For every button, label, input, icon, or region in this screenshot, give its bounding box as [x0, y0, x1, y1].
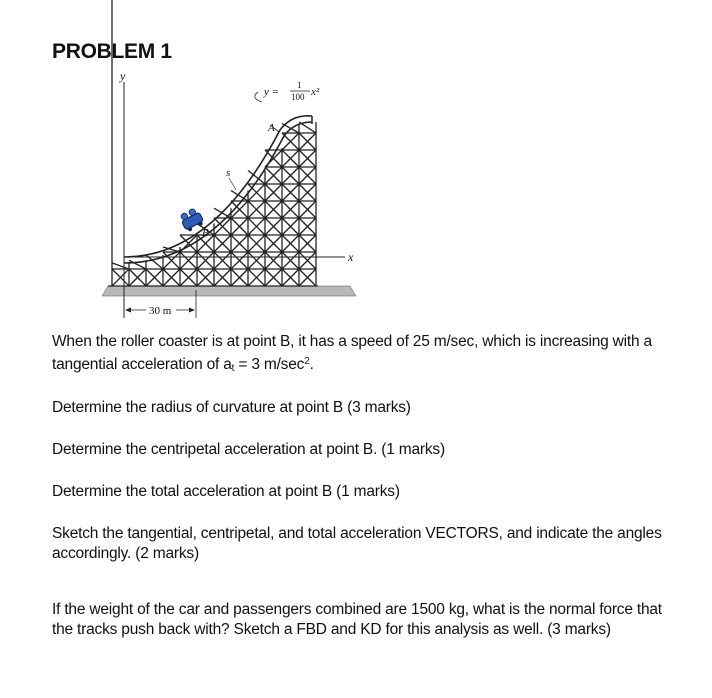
question-4: Sketch the tangential, centripetal, and total acceleration VECTORS, and indicate the angles accordingly. (2 marks)	[52, 525, 662, 562]
trestle-structure	[108, 0, 318, 286]
intro-subscript: t	[231, 363, 235, 374]
dimension-arrow-left	[125, 308, 131, 313]
question-3: Determine the total acceleration at point B (1 marks)	[52, 483, 400, 500]
point-a-label: A	[268, 122, 275, 134]
problem-title: PROBLEM 1	[52, 40, 172, 63]
question-2: Determine the centripetal acceleration at point B. (1 marks)	[52, 441, 445, 458]
y-axis-label: y	[120, 69, 126, 83]
point-b-label: B	[202, 227, 209, 239]
intro-text-3: .	[309, 356, 314, 373]
intro-text-1: When the roller coaster is at point B, it has a speed of 25 m/sec, which is increasing with a tangential acceleration of a	[52, 333, 652, 373]
equation-leader	[255, 92, 262, 102]
equation-denominator: 100	[291, 92, 305, 102]
arc-length-label: s	[226, 167, 231, 179]
equation-prefix: y =	[264, 86, 280, 98]
equation-suffix: x²	[311, 86, 320, 98]
question-5: If the weight of the car and passengers combined are 1500 kg, what is the normal force that the tracks push back with? Sketch a FBD and KD for this analysis as well. (3 marks)	[52, 601, 662, 638]
problem-intro	[52, 332, 682, 379]
ground	[102, 286, 356, 296]
track-lower-rail	[124, 122, 312, 263]
intro-superscript: 2	[304, 356, 310, 367]
dimension-label: 30 m	[149, 305, 172, 317]
x-axis-label: x	[348, 250, 354, 264]
intro-text-2: = 3 m/sec	[234, 356, 305, 373]
arc-length-leader	[229, 178, 236, 190]
roller-coaster-figure	[0, 0, 712, 330]
question-1: Determine the radius of curvature at point B (3 marks)	[52, 399, 411, 416]
equation-numerator: 1	[297, 80, 302, 90]
dimension-arrow-right	[189, 308, 195, 313]
